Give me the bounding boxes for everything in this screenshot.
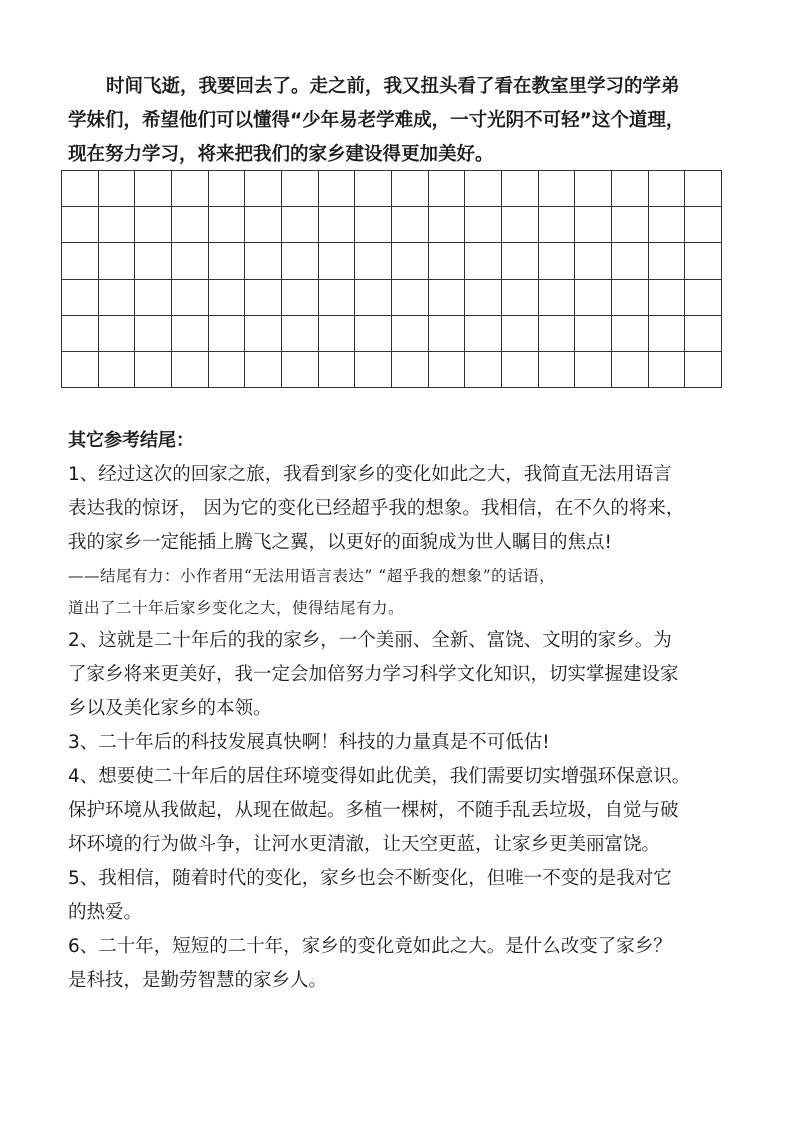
grid-cell (612, 316, 649, 352)
grid-cell (172, 316, 209, 352)
ending-item-6 (68, 930, 748, 998)
grid-cell (282, 207, 319, 243)
ending-line: 的热爱。 (68, 902, 143, 923)
grid-cell (282, 171, 319, 207)
grid-cell (282, 316, 319, 352)
grid-cell (502, 280, 539, 316)
grid-cell (135, 171, 172, 207)
grid-cell (429, 243, 466, 279)
grid-cell (685, 352, 722, 388)
ending-line: 我的家乡一定能插上腾飞之翼，以更好的面貌成为世人瞩目的焦点! (68, 532, 612, 553)
ending-line: 了家乡将来更美好，我一定会加倍努力学习科学文化知识，切实掌握建设家 (68, 664, 679, 685)
grid-cell (62, 171, 99, 207)
grid-cell (99, 352, 136, 388)
grid-cell (685, 243, 722, 279)
grid-cell (355, 352, 392, 388)
ending-line: 保护环境从我做起，从现在做起。多植一棵树，不随手乱丢垃圾，自觉与破 (68, 800, 679, 821)
grid-cell (392, 352, 429, 388)
grid-cell (575, 352, 612, 388)
ending-line: 1、经过这次的回家之旅，我看到家乡的变化如此之大，我简直无法用语言 (68, 464, 672, 485)
grid-cell (575, 316, 612, 352)
grid-cell (685, 207, 722, 243)
grid-cell (429, 352, 466, 388)
grid-cell (429, 316, 466, 352)
grid-cell (172, 352, 209, 388)
grid-cell (429, 280, 466, 316)
grid-cell (539, 243, 576, 279)
grid-cell (539, 280, 576, 316)
grid-cell (649, 280, 686, 316)
grid-cell (502, 207, 539, 243)
grid-cell (62, 280, 99, 316)
grid-cell (502, 352, 539, 388)
grid-cell (465, 207, 502, 243)
grid-cell (209, 243, 246, 279)
ending-line: 5、我相信，随着时代的变化，家乡也会不断变化，但唯一不变的是我对它 (68, 868, 672, 889)
grid-cell (209, 207, 246, 243)
grid-cell (355, 171, 392, 207)
grid-cell (575, 171, 612, 207)
grid-cell (465, 280, 502, 316)
intro-line: 学妹们，希望他们可以懂得“少年易老学难成，一寸光阴不可轻”这个道理， (68, 110, 685, 131)
grid-cell (62, 352, 99, 388)
grid-cell (319, 171, 356, 207)
grid-cell (392, 207, 429, 243)
grid-cell (429, 171, 466, 207)
grid-cell (99, 316, 136, 352)
grid-cell (245, 316, 282, 352)
grid-cell (649, 207, 686, 243)
grid-cell (172, 280, 209, 316)
grid-cell (282, 352, 319, 388)
grid-cell (172, 171, 209, 207)
grid-cell (392, 243, 429, 279)
grid-cell (172, 243, 209, 279)
grid-cell (355, 207, 392, 243)
ending-line: 6、二十年，短短的二十年，家乡的变化竟如此之大。是什么改变了家乡？ (68, 936, 672, 957)
grid-cell (209, 171, 246, 207)
grid-cell (282, 280, 319, 316)
grid-cell (392, 280, 429, 316)
grid-cell (465, 352, 502, 388)
ending-line: 坏环境的行为做斗争，让河水更清澈，让天空更蓝，让家乡更美丽富饶。 (68, 834, 661, 855)
grid-cell (355, 280, 392, 316)
grid-cell (135, 316, 172, 352)
ending-item-4 (68, 760, 748, 862)
intro-line: 现在努力学习，将来把我们的家乡建设得更加美好。 (68, 144, 494, 165)
grid-cell (135, 243, 172, 279)
grid-cell (245, 171, 282, 207)
grid-cell (62, 243, 99, 279)
grid-cell (319, 207, 356, 243)
grid-cell (502, 316, 539, 352)
grid-cell (319, 352, 356, 388)
grid-cell (135, 352, 172, 388)
grid-cell (319, 243, 356, 279)
ending-item-2 (68, 624, 748, 726)
writing-grid (61, 170, 722, 388)
grid-cell (539, 171, 576, 207)
grid-cell (99, 207, 136, 243)
grid-cell (612, 171, 649, 207)
grid-cell (209, 352, 246, 388)
grid-cell (245, 243, 282, 279)
grid-cell (319, 316, 356, 352)
ending-line: 是科技，是勤劳智慧的家乡人。 (68, 970, 328, 991)
grid-cell (355, 243, 392, 279)
grid-cell (355, 316, 392, 352)
grid-cell (465, 243, 502, 279)
grid-cell (209, 280, 246, 316)
ending-line: 乡以及美化家乡的本领。 (68, 698, 272, 719)
intro-paragraph (68, 70, 740, 172)
other-endings-section (68, 426, 748, 998)
handwritten-comment: ——结尾有力：小作者用“无法用语言表达” “超乎我的想象”的话语， (68, 567, 556, 585)
grid-cell (99, 171, 136, 207)
grid-cell (649, 171, 686, 207)
ending-line: 3、二十年后的科技发展真快啊！科技的力量真是不可低估! (68, 732, 550, 753)
grid-cell (99, 243, 136, 279)
grid-cell (319, 280, 356, 316)
grid-cell (282, 243, 319, 279)
grid-cell (612, 352, 649, 388)
grid-cell (575, 280, 612, 316)
grid-cell (685, 316, 722, 352)
grid-cell (62, 316, 99, 352)
grid-cell (539, 207, 576, 243)
grid-cell (172, 207, 209, 243)
grid-cell (575, 207, 612, 243)
section-heading: 其它参考结尾： (68, 430, 194, 451)
grid-cell (539, 352, 576, 388)
grid-cell (99, 280, 136, 316)
ending-line: 4、想要使二十年后的居住环境变得如此优美，我们需要切实增强环保意识。 (68, 766, 691, 787)
grid-cell (612, 243, 649, 279)
grid-cell (539, 316, 576, 352)
grid-cell (465, 171, 502, 207)
grid-cell (649, 243, 686, 279)
grid-cell (685, 280, 722, 316)
grid-cell (245, 280, 282, 316)
grid-cell (245, 352, 282, 388)
ending-line: 表达我的惊讶， 因为它的变化已经超乎我的想象。我相信，在不久的将来， (68, 498, 685, 519)
grid-cell (392, 316, 429, 352)
grid-cell (62, 207, 99, 243)
grid-cell (502, 243, 539, 279)
ending-item-5 (68, 862, 748, 930)
grid-cell (649, 352, 686, 388)
grid-cell (612, 280, 649, 316)
ending-line: 2、这就是二十年后的我的家乡，一个美丽、全新、富饶、文明的家乡。为 (68, 630, 672, 651)
grid-cell (575, 243, 612, 279)
intro-line: 时间飞逝，我要回去了。走之前，我又扭头看了看在教室里学习的学弟 (106, 76, 680, 97)
grid-cell (612, 207, 649, 243)
grid-cell (465, 316, 502, 352)
grid-cell (649, 316, 686, 352)
grid-cell (135, 280, 172, 316)
grid-cell (245, 207, 282, 243)
grid-cell (209, 316, 246, 352)
handwritten-comment: 道出了二十年后家乡变化之大，使得结尾有力。 (68, 599, 405, 617)
ending-item-1 (68, 458, 748, 624)
grid-cell (429, 207, 466, 243)
grid-cell (392, 171, 429, 207)
grid-cell (685, 171, 722, 207)
grid-cell (502, 171, 539, 207)
ending-item-3 (68, 726, 748, 760)
grid-cell (135, 207, 172, 243)
